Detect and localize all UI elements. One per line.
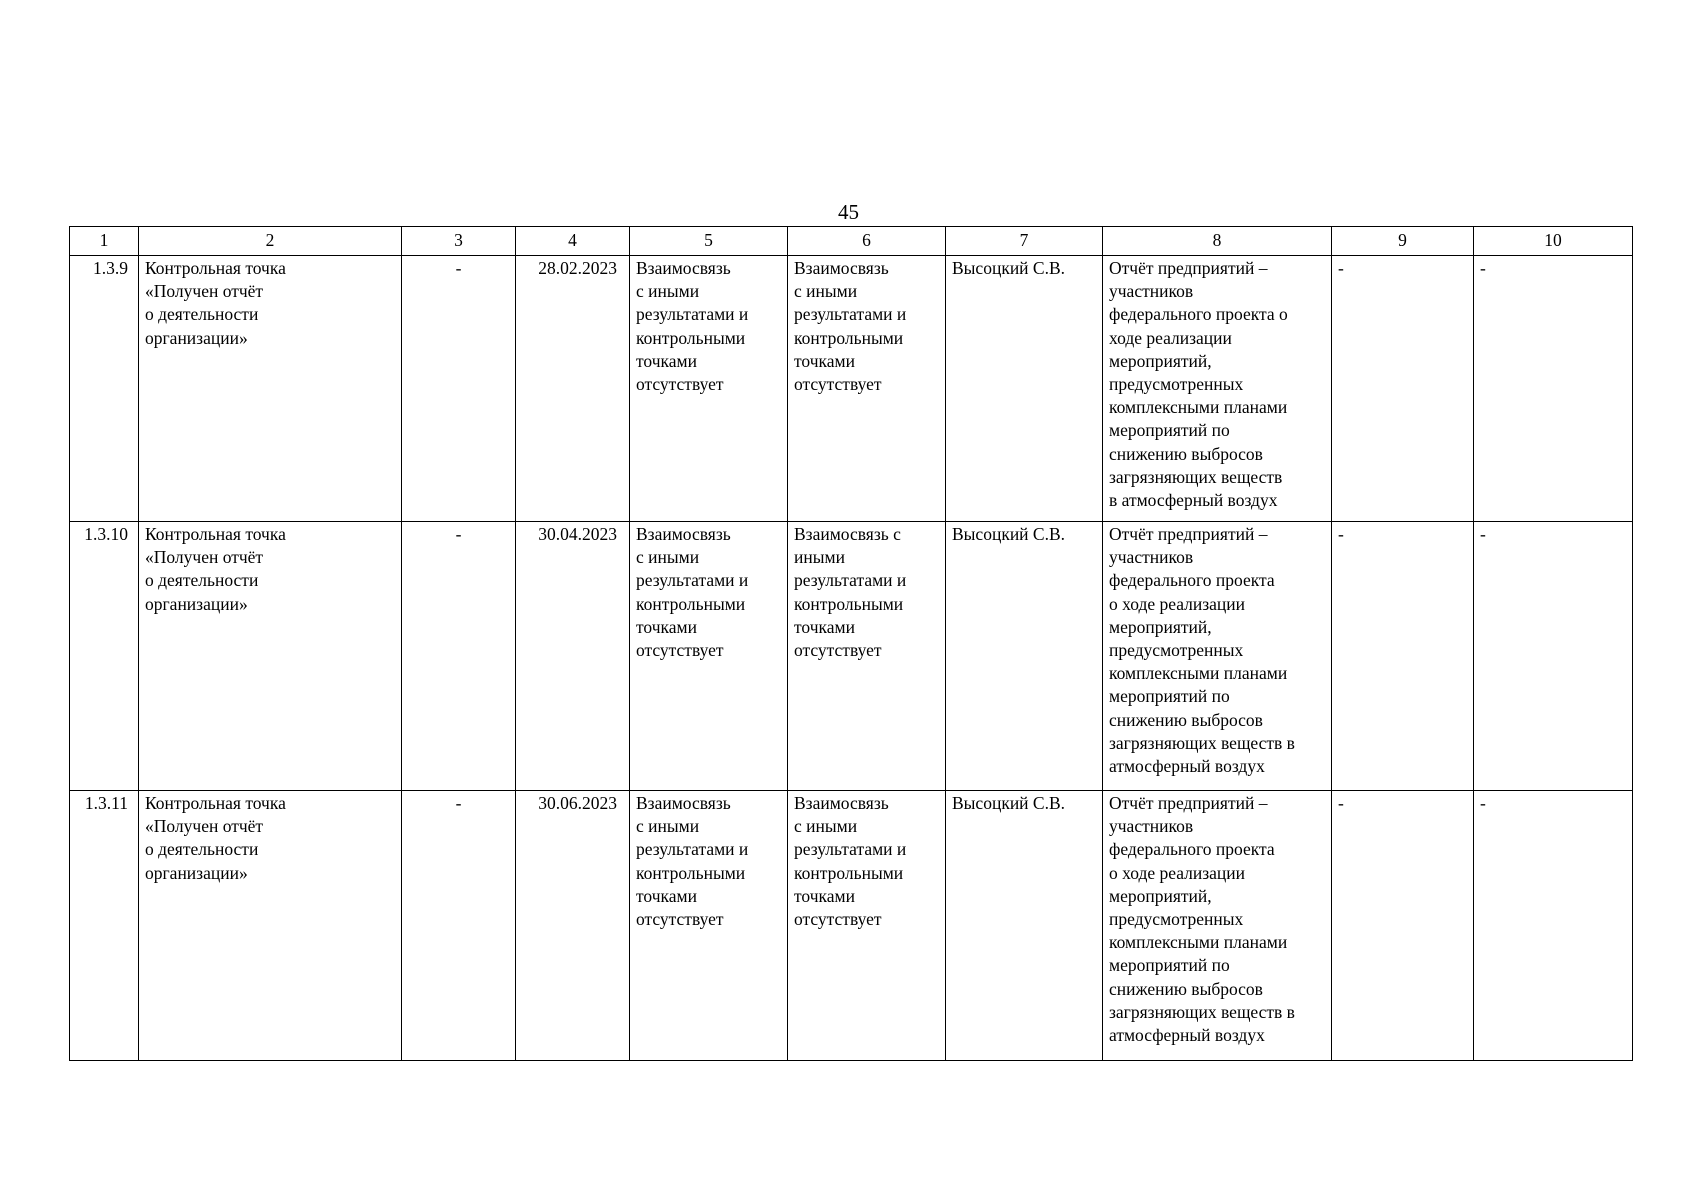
page-number: 45 [838, 200, 859, 224]
column-10-cell: - [1474, 791, 1633, 1061]
control-point-name-cell: Контрольная точка «Получен отчёт о деятельности организации» [139, 256, 402, 522]
column-3-cell: - [402, 522, 516, 791]
relation-cell-6: Взаимосвязь с иными результатами и контрольными точками отсутствует [788, 791, 946, 1061]
table-row [70, 791, 1633, 1061]
column-3-cell: - [402, 791, 516, 1061]
control-point-name-cell: Контрольная точка «Получен отчёт о деятельности организации» [139, 791, 402, 1061]
table-row [70, 522, 1633, 791]
relation-cell-5: Взаимосвязь с иными результатами и контрольными точками отсутствует [630, 791, 788, 1061]
relation-cell-6: Взаимосвязь с иными результатами и контрольными точками отсутствует [788, 256, 946, 522]
relation-cell-5: Взаимосвязь с иными результатами и контрольными точками отсутствует [630, 256, 788, 522]
row-number-cell: 1.3.9 [70, 256, 139, 522]
responsible-cell: Высоцкий С.В. [946, 522, 1103, 791]
report-description-cell: Отчёт предприятий – участников федерального проекта о ходе реализации мероприятий, предусмотренных комплексными планами мероприятий по снижению выбросов загрязняющих веществ в атмосферный воздух [1103, 791, 1332, 1061]
date-cell: 30.06.2023 [516, 791, 630, 1061]
table-row [70, 256, 1633, 522]
column-10-cell: - [1474, 522, 1633, 791]
relation-cell-6: Взаимосвязь с иными результатами и контрольными точками отсутствует [788, 522, 946, 791]
control-point-name-cell: Контрольная точка «Получен отчёт о деятельности организации» [139, 522, 402, 791]
relation-cell-5: Взаимосвязь с иными результатами и контрольными точками отсутствует [630, 522, 788, 791]
responsible-cell: Высоцкий С.В. [946, 791, 1103, 1061]
date-cell: 28.02.2023 [516, 256, 630, 522]
column-header-4: 4 [516, 227, 630, 256]
column-header-6: 6 [788, 227, 946, 256]
column-3-cell: - [402, 256, 516, 522]
column-header-9: 9 [1332, 227, 1474, 256]
column-header-2: 2 [139, 227, 402, 256]
row-number-cell: 1.3.11 [70, 791, 139, 1061]
column-header-3: 3 [402, 227, 516, 256]
column-header-5: 5 [630, 227, 788, 256]
column-header-8: 8 [1103, 227, 1332, 256]
column-9-cell: - [1332, 791, 1474, 1061]
column-9-cell: - [1332, 522, 1474, 791]
responsible-cell: Высоцкий С.В. [946, 256, 1103, 522]
control-points-table [69, 226, 1633, 1061]
report-description-cell: Отчёт предприятий – участников федерального проекта о ходе реализации мероприятий, предусмотренных комплексными планами мероприятий по снижению выбросов загрязняющих веществ в атмосферный воздух [1103, 522, 1332, 791]
report-description-cell: Отчёт предприятий – участников федерального проекта о ходе реализации мероприятий, предусмотренных комплексными планами мероприятий по снижению выбросов загрязняющих веществ в атмосферный воздух [1103, 256, 1332, 522]
column-header-10: 10 [1474, 227, 1633, 256]
row-number-cell: 1.3.10 [70, 522, 139, 791]
column-10-cell: - [1474, 256, 1633, 522]
date-cell: 30.04.2023 [516, 522, 630, 791]
column-header-1: 1 [70, 227, 139, 256]
column-header-7: 7 [946, 227, 1103, 256]
column-9-cell: - [1332, 256, 1474, 522]
column-number-header-row [70, 227, 1633, 256]
